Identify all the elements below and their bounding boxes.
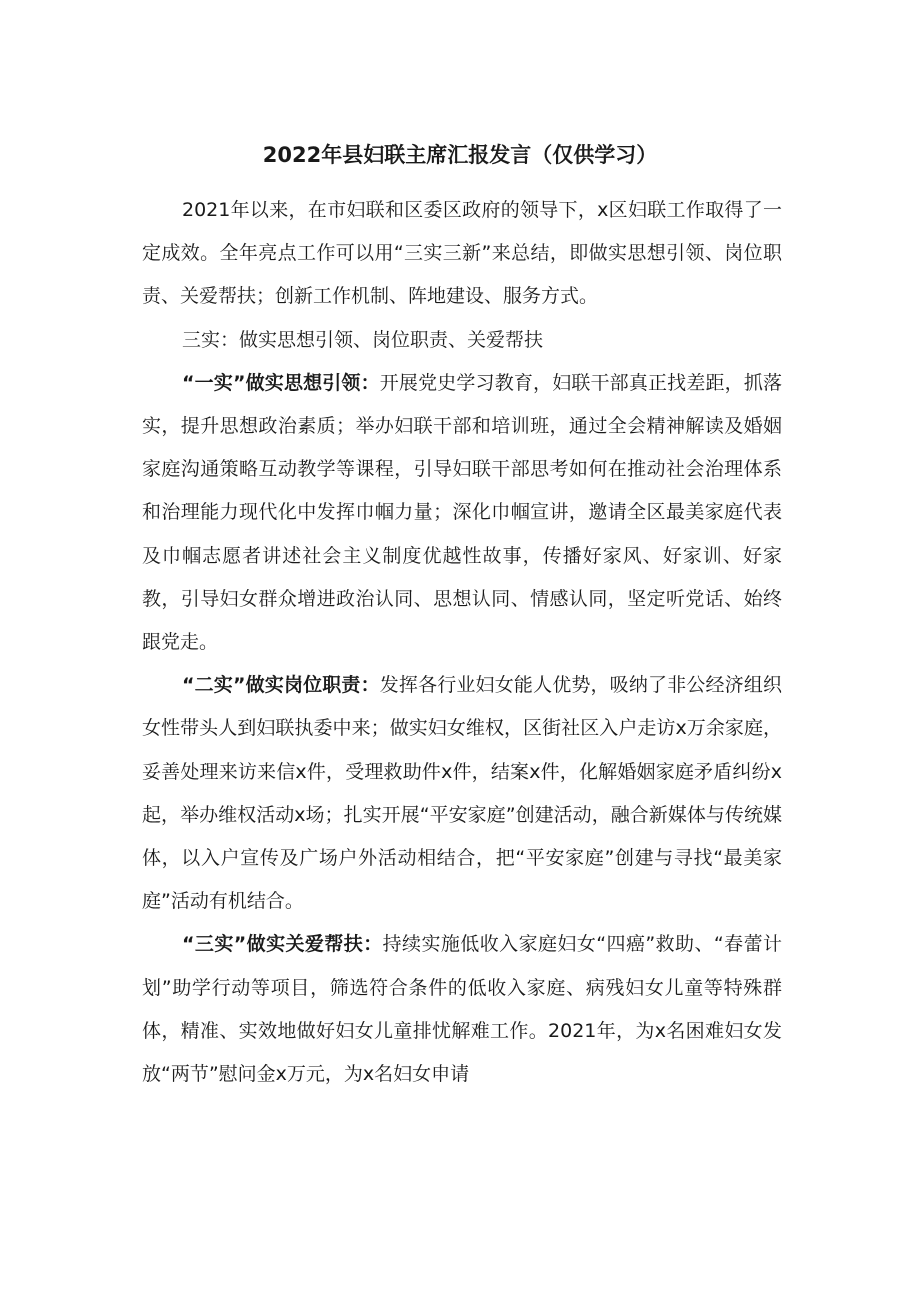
document-body — [142, 189, 782, 1096]
item-text: 持续实施低收入家庭妇女“四癌”救助、“春蕾计划”助学行动等项目，筛选符合条件的低收入家庭、病残妇女儿童等特殊群体，精准、实效地做好妇女儿童排忧解难工作。2021年，为x名困难妇女发放“两节”慰问金x万元，为x名妇女申请 — [142, 933, 783, 1086]
item-paragraph-2 — [142, 664, 782, 923]
item-paragraph-3 — [142, 923, 782, 1096]
item-text: 发挥各行业妇女能人优势，吸纳了非公经济组织女性带头人到妇联执委中来；做实妇女维权，区街社区入户走访x万余家庭，妥善处理来访来信x件，受理救助件x件，结案x件，化解婚姻家庭矛盾纠纷x起，举办维权活动x场；扎实开展“平安家庭”创建活动，融合新媒体与传统媒体，以入户宣传及广场户外活动相结合，把“平安家庭”创建与寻找“最美家庭”活动有机结合。 — [142, 674, 782, 913]
section-heading: 三实：做实思想引领、岗位职责、关爱帮扶 — [182, 328, 544, 351]
item-lead: “一实”做实思想引领： — [182, 371, 380, 394]
item-paragraph-1 — [142, 362, 782, 664]
intro-paragraph: 2021年以来，在市妇联和区委区政府的领导下，x区妇联工作取得了一定成效。全年亮点工作可以用“三实三新”来总结，即做实思想引领、岗位职责、关爱帮扶；创新工作机制、阵地建设、服务方式。 — [142, 199, 782, 308]
document-title: 2022年县妇联主席汇报发言（仅供学习） — [262, 143, 658, 167]
item-lead: “三实”做实关爱帮扶： — [182, 933, 383, 956]
item-lead: “二实”做实岗位职责： — [182, 674, 380, 697]
item-text: 开展党史学习教育，妇联干部真正找差距，抓落实，提升思想政治素质；举办妇联干部和培训班，通过全会精神解读及婚姻家庭沟通策略互动教学等课程，引导妇联干部思考如何在推动社会治理体系和治理能力现代化中发挥巾帼力量；深化巾帼宣讲，邀请全区最美家庭代表及巾帼志愿者讲述社会主义制度优越性故事，传播好家风、好家训、好家教，引导妇女群众增进政治认同、思想认同、情感认同，坚定听党话、始终跟党走。 — [142, 371, 782, 654]
